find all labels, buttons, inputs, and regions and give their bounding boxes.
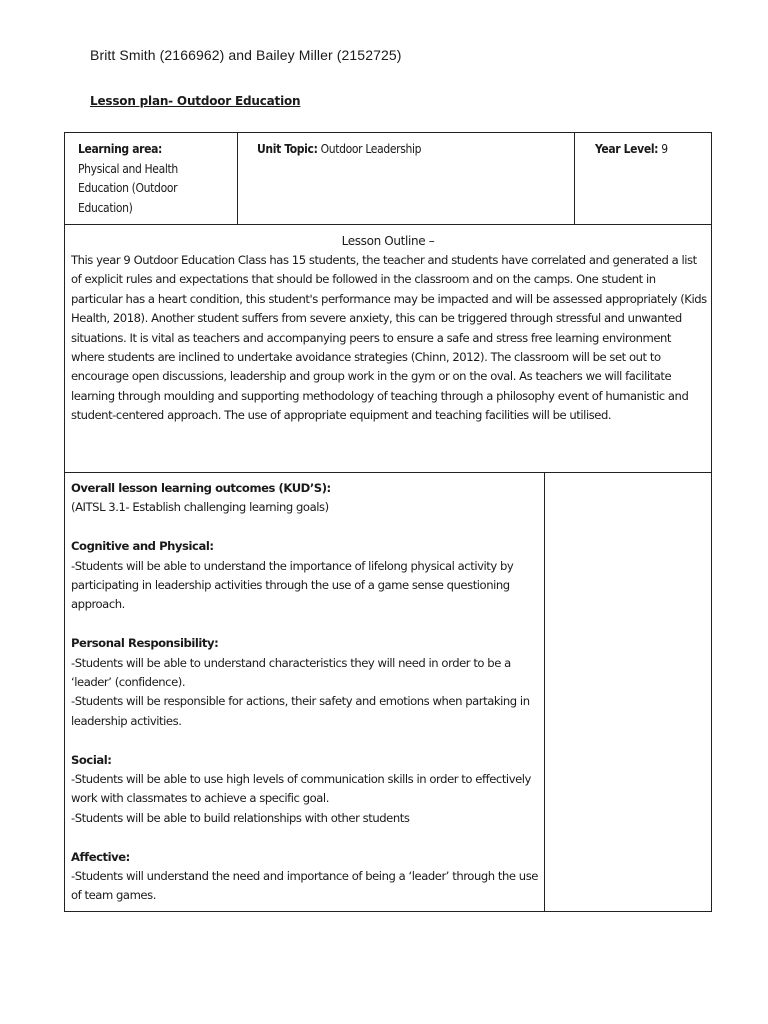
personal-outcome: -Students will be responsible for actions, their safety and emotions when partaking in leadership activities. bbox=[71, 694, 530, 728]
learning-area-value-line: Education) bbox=[78, 200, 133, 215]
cognitive-heading: Cognitive and Physical: bbox=[71, 539, 214, 554]
column-divider-1 bbox=[237, 133, 238, 224]
lesson-plan-table bbox=[64, 132, 712, 912]
unit-topic-label: Unit Topic: bbox=[257, 142, 318, 156]
aitsl-standard: (AITSL 3.1- Establish challenging learning goals) bbox=[71, 500, 329, 515]
row-divider-header bbox=[65, 224, 711, 225]
lesson-outline-text: This year 9 Outdoor Education Class has 15 students, the teacher and students have correlated and generated a list of explicit rules and expectations that should be followed in the classroom and on the camps. One student in particular has a heart condition, this student's performance may be impacted and will be assessed appropriately (Kids Health, 2018). Another student suffers from severe anxiety, this can be triggered through stressful and unwanted situations. It is vital as teachers and accompanying peers to ensure a safe and stress free learning environment where students are inclined to undertake avoidance strategies (Chinn, 2012). The classroom will be set out to encourage open discussions, leadership and group work in the gym or on the oval. As teachers we will facilitate learning through moulding and supporting methodology of teaching through a philosophy event of humanistic and student-centered approach. The use of appropriate equipment and teaching facilities will be utilised. bbox=[71, 253, 707, 423]
learning-area-cell bbox=[78, 140, 228, 218]
year-level-value: 9 bbox=[658, 142, 668, 156]
personal-heading: Personal Responsibility: bbox=[71, 636, 219, 651]
column-divider-outcomes bbox=[544, 472, 545, 912]
column-divider-2 bbox=[574, 133, 575, 224]
affective-outcome: -Students will understand the need and importance of being a ‘leader’ through the use of team games. bbox=[71, 869, 538, 903]
learning-area-value-line: Education (Outdoor bbox=[78, 181, 178, 195]
unit-topic-value: Outdoor Leadership bbox=[317, 142, 422, 156]
document-title: Lesson plan- Outdoor Education bbox=[90, 94, 301, 108]
unit-topic-cell bbox=[257, 140, 557, 160]
social-heading: Social: bbox=[71, 752, 112, 767]
lesson-outline-heading: Lesson Outline – bbox=[341, 234, 435, 248]
affective-heading: Affective: bbox=[71, 849, 130, 864]
personal-outcome: -Students will be able to understand characteristics they will need in order to be a ‘leader’ (confidence). bbox=[71, 655, 511, 690]
author-line: Britt Smith (2166962) and Bailey Miller (2152725) bbox=[90, 47, 402, 63]
social-outcome: -Students will be able to build relationships with other students bbox=[71, 810, 410, 825]
cognitive-outcome: -Students will be able to understand the importance of lifelong physical activity by participating in leadership activities through the use of a game sense questioning approach. bbox=[71, 558, 514, 612]
learning-area-value-line: Physical and Health bbox=[78, 161, 178, 176]
year-level-cell bbox=[595, 140, 705, 160]
learning-area-label: Learning area: bbox=[78, 142, 163, 156]
row-divider-outline bbox=[65, 472, 711, 473]
year-level-label: Year Level: bbox=[595, 142, 659, 156]
learning-outcomes bbox=[71, 479, 541, 906]
social-outcome: -Students will be able to use high levels of communication skills in order to effectively work with classmates to achieve a specific goal. bbox=[71, 772, 531, 806]
outcomes-heading: Overall lesson learning outcomes (KUD’S): bbox=[71, 481, 331, 495]
